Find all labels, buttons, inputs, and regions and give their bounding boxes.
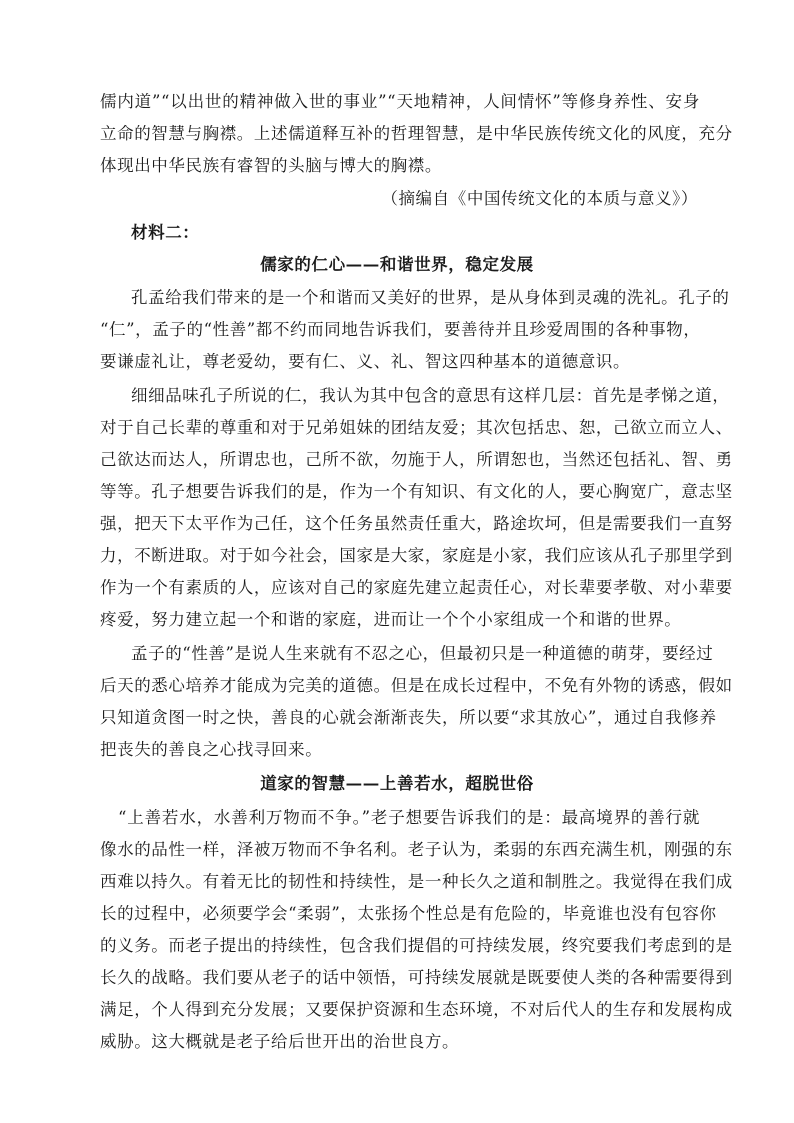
section2-heading: 道家的智慧——上善若水，超脱世俗 xyxy=(260,774,534,793)
s1-p3-line-2: 后天的悉心培养才能成为完美的道德。但是在成长过程中，不免有外物的诱惑，假如 xyxy=(100,676,733,695)
s1-p3-line-1: 孟子的“性善”是说人生来就有不忍之心，但最初只是一种道德的萌芽，要经过 xyxy=(131,644,714,663)
s1-p2-line-2: 对于自己长辈的尊重和对于兄弟姐妹的团结友爱；其次包括忠、恕，己欲立而立人、 xyxy=(100,418,733,437)
s1-p1-line-2: “仁”，孟子的“性善”都不约而同地告诉我们，要善待并且珍爱周围的各种事物， xyxy=(100,320,701,339)
s1-p2-line-6: 力，不断进取。对于如今社会，国家是大家，家庭是小家，我们应该从孔子那里学到 xyxy=(100,546,733,565)
source-citation: （摘编自《中国传统文化的本质与意义》） xyxy=(381,189,698,208)
s1-p2-line-4: 等等。孔子想要告诉我们的是，作为一个有知识、有文化的人，要心胸宽广，意志坚 xyxy=(100,482,733,501)
s2-p1-line-5: 的义务。而老子提出的持续性，包含我们提倡的可持续发展，终究要我们考虑到的是 xyxy=(100,936,733,955)
s1-p2-line-5: 强，把天下太平作为己任，这个任务虽然责任重大，路途坎坷，但是需要我们一直努 xyxy=(100,514,733,533)
s1-p2-line-8: 疼爱，努力建立起一个和谐的家庭，进而让一个个小家组成一个和谐的世界。 xyxy=(100,610,682,629)
s2-p1-line-7: 满足，个人得到充分发展；又要保护资源和生态环境，不对后代人的生存和发展构成 xyxy=(100,1000,733,1019)
s1-p2-line-1: 细细品味孔子所说的仁，我认为其中包含的意思有这样几层：首先是孝悌之道， xyxy=(131,386,730,405)
s1-p1-line-1: 孔孟给我们带来的是一个和谐而又美好的世界，是从身体到灵魂的洗礼。孔子的 xyxy=(131,288,730,307)
intro-line-1: 儒内道”“以出世的精神做入世的事业”“天地精神，人间情怀”等修身养性、安身 xyxy=(100,92,700,111)
s2-p1-line-8: 威胁。这大概就是老子给后世开出的治世良方。 xyxy=(100,1032,460,1051)
s1-p1-line-3: 要谦虚礼让，尊老爱幼，要有仁、义、礼、智这四种基本的道德意识。 xyxy=(100,352,631,371)
s1-p2-line-7: 作为一个有素质的人，应该对自己的家庭先建立起责任心，对长辈要孝敬、对小辈要 xyxy=(100,578,733,597)
s2-p1-line-1: “上善若水，水善利万物而不争。”老子想要告诉我们的是：最高境界的善行就 xyxy=(118,808,700,827)
s1-p3-line-4: 把丧失的善良之心找寻回来。 xyxy=(100,740,323,759)
s1-p3-line-3: 只知道贪图一时之快，善良的心就会渐渐丧失，所以要“求其放心”，通过自我修养 xyxy=(100,708,717,727)
s2-p1-line-6: 长久的战略。我们要从老子的话中领悟，可持续发展就是既要使人类的各种需要得到 xyxy=(100,968,733,987)
section1-heading: 儒家的仁心——和谐世界，稳定发展 xyxy=(260,255,534,274)
s2-p1-line-2: 像水的品性一样，泽被万物而不争名利。老子认为，柔弱的东西充满生机，刚强的东 xyxy=(100,840,733,859)
material-label: 材料二： xyxy=(131,223,200,242)
intro-line-2: 立命的智慧与胸襟。上述儒道释互补的哲理智慧，是中华民族传统文化的风度，充分 xyxy=(100,124,733,143)
s2-p1-line-4: 长的过程中，必须要学会“柔弱”，太张扬个性总是有危险的，毕竟谁也没有包容你 xyxy=(100,904,717,923)
s2-p1-line-3: 西难以持久。有着无比的韧性和持续性，是一种长久之道和制胜之。我觉得在我们成 xyxy=(100,872,733,891)
s1-p2-line-3: 己欲达而达人，所谓忠也，己所不欲，勿施于人，所谓恕也，当然还包括礼、智、勇 xyxy=(100,450,733,469)
intro-line-3: 体现出中华民族有睿智的头脑与博大的胸襟。 xyxy=(100,156,442,175)
